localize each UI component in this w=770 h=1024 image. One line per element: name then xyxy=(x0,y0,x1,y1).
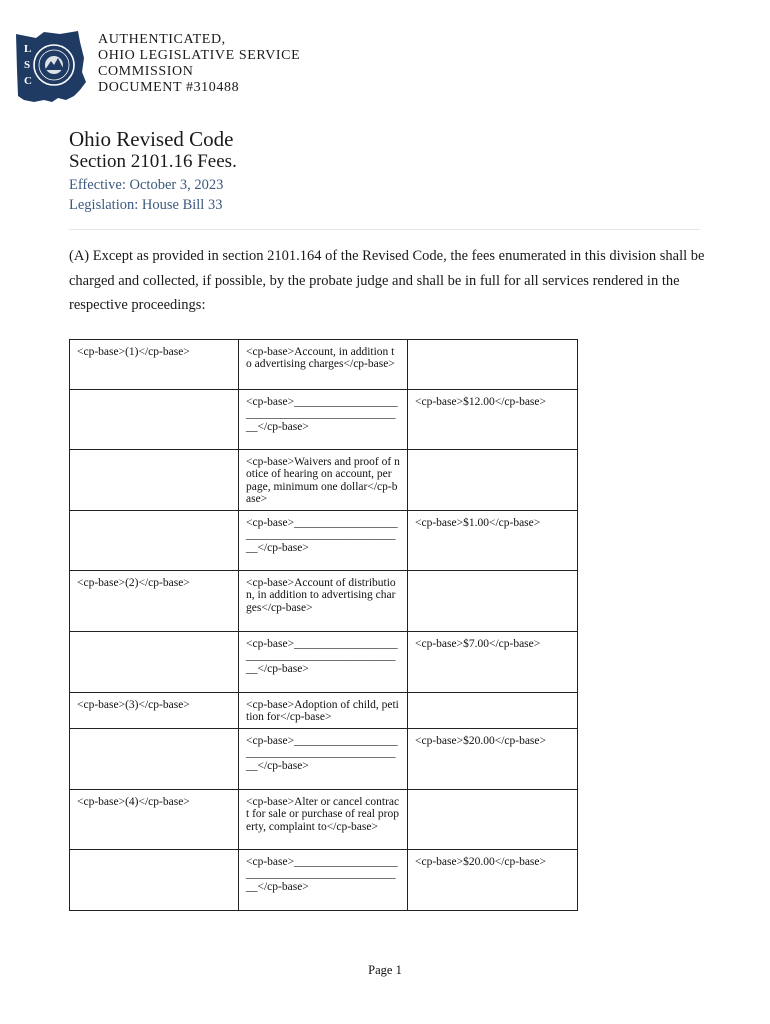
table-cell-fee xyxy=(408,450,578,511)
table-cell-fee xyxy=(408,571,578,632)
table-cell-number: <cp-base>(4)</cp-base> xyxy=(70,790,239,850)
table-row xyxy=(70,511,578,571)
table-cell-description: <cp-base>______________________________________________</cp-base> xyxy=(239,511,408,571)
auth-line: DOCUMENT #310488 xyxy=(98,80,240,95)
table-cell-description: <cp-base>______________________________________________</cp-base> xyxy=(239,850,408,911)
table-cell-number: <cp-base>(3)</cp-base> xyxy=(70,693,239,729)
table-cell-description: <cp-base>Account, in addition to advertising charges</cp-base> xyxy=(239,340,408,390)
logo-letter-l: L xyxy=(24,43,32,55)
authentication-block xyxy=(98,32,300,96)
table-cell-fee: <cp-base>$7.00</cp-base> xyxy=(408,632,578,693)
table-cell-fee: <cp-base>$20.00</cp-base> xyxy=(408,850,578,911)
table-cell-number xyxy=(70,632,239,693)
table-cell-fee: <cp-base>$1.00</cp-base> xyxy=(408,511,578,571)
table-cell-description: <cp-base>______________________________________________</cp-base> xyxy=(239,729,408,790)
table-row xyxy=(70,790,578,850)
table-row xyxy=(70,693,578,729)
auth-line: COMMISSION xyxy=(98,64,194,79)
table-row xyxy=(70,729,578,790)
table-cell-fee: <cp-base>$20.00</cp-base> xyxy=(408,729,578,790)
table-cell-fee xyxy=(408,340,578,390)
effective-date: Effective: October 3, 2023 xyxy=(69,177,224,193)
table-cell-number xyxy=(70,850,239,911)
section-heading: Section 2101.16 Fees. xyxy=(69,151,237,172)
table-cell-number: <cp-base>(2)</cp-base> xyxy=(70,571,239,632)
document-header xyxy=(14,30,414,110)
table-cell-fee: <cp-base>$12.00</cp-base> xyxy=(408,390,578,450)
table-row xyxy=(70,571,578,632)
logo-letter-s: S xyxy=(24,59,31,71)
ohio-lsc-logo-icon xyxy=(14,30,92,104)
table-cell-description: <cp-base>Adoption of child, petition for</cp-base> xyxy=(239,693,408,729)
table-cell-number xyxy=(70,511,239,571)
table-cell-description: <cp-base>______________________________________________</cp-base> xyxy=(239,390,408,450)
table-cell-description: <cp-base>Account of distribution, in addition to advertising charges</cp-base> xyxy=(239,571,408,632)
table-cell-number xyxy=(70,390,239,450)
document-title: Ohio Revised Code xyxy=(69,127,234,151)
table-cell-description: <cp-base>Waivers and proof of notice of hearing on account, per page, minimum one dollar</cp-base> xyxy=(239,450,408,511)
table-cell-fee xyxy=(408,693,578,729)
table-cell-number xyxy=(70,450,239,511)
table-cell-number: <cp-base>(1)</cp-base> xyxy=(70,340,239,390)
divider xyxy=(69,229,700,230)
logo-letter-c: C xyxy=(24,75,32,87)
page-number: Page 1 xyxy=(368,963,402,977)
table-cell-number xyxy=(70,729,239,790)
table-row xyxy=(70,450,578,511)
table-row xyxy=(70,390,578,450)
table-row xyxy=(70,850,578,911)
section-paragraph: (A) Except as provided in section 2101.164 of the Revised Code, the fees enumerated in this division shall be charged and collected, if possible, by the probate judge and shall be in full for all services rendered in the respective proceedings: xyxy=(69,248,705,313)
table-cell-description: <cp-base>Alter or cancel contract for sale or purchase of real property, complaint to</cp-base> xyxy=(239,790,408,850)
auth-line: AUTHENTICATED, xyxy=(98,32,226,47)
auth-line: OHIO LEGISLATIVE SERVICE xyxy=(98,48,301,63)
table-row xyxy=(70,632,578,693)
table-cell-description: <cp-base>______________________________________________</cp-base> xyxy=(239,632,408,693)
table-cell-fee xyxy=(408,790,578,850)
table-row xyxy=(70,340,578,390)
legislation-line: Legislation: House Bill 33 xyxy=(69,197,223,213)
fees-table xyxy=(69,339,578,911)
